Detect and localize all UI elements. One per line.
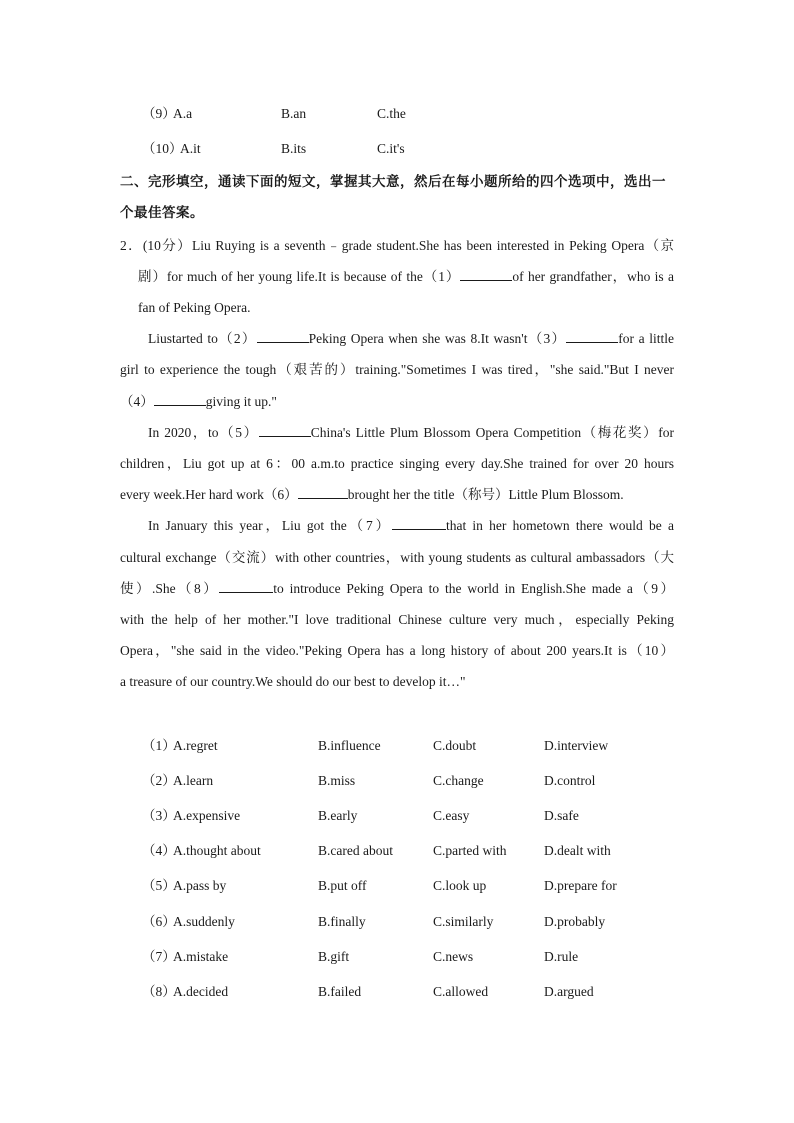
passage-line [148,516,674,536]
option-b: B.cared about [318,843,393,858]
option-b: B.finally [318,914,366,929]
passage-text: 使）.She（8） [120,581,220,596]
option-number: （9） [142,106,176,121]
option-d: D.dealt with [544,843,611,858]
section-heading-line: 二、完形填空，通读下面的短文，掌握其大意，然后在每小题所给的四个选项中，选出一 [120,174,666,190]
passage-line [148,423,674,443]
option-d: D.probably [544,914,606,929]
option-a: A.regret [173,738,218,753]
option-a: A.thought about [173,843,261,858]
answer-blank [257,329,309,343]
question-options-row [0,841,794,861]
option-number: （8） [142,984,176,999]
passage-text: （4） [120,394,154,409]
passage-text: every week.Her hard work（6） [120,487,298,502]
passage-line: Opera，"she said in the video."Peking Opera has a long history of about 200 years.It is（10） [120,643,674,658]
passage-text: giving it up." [205,394,277,409]
option-a: A.it [180,141,201,156]
option-c: C.easy [433,808,470,823]
option-number: （1） [142,738,176,753]
passage-text: Peking Opera when she was 8.It wasn't（3） [308,331,567,346]
passage-text: 剧）for much of her young life.It is because of the（1） [138,269,461,284]
question-options-row [0,771,794,791]
passage-line [138,267,674,287]
question-options-row [0,876,794,896]
option-d: D.safe [544,808,579,823]
question-options-row [0,912,794,932]
passage-line [148,329,674,349]
passage-text: Liustarted to（2） [148,331,257,346]
answer-blank [566,329,618,343]
option-b: B.gift [318,949,350,964]
option-c: C.allowed [433,984,489,999]
option-d: D.prepare for [544,878,617,893]
option-a: A.learn [173,773,214,788]
answer-blank [219,579,273,593]
option-b: B.an [281,106,307,121]
passage-text: In January this year，Liu got the（7） [148,518,392,533]
option-b: B.influence [318,738,381,753]
answer-blank [298,485,348,499]
option-d: D.interview [544,738,609,753]
option-d: D.control [544,773,596,788]
passage-line: children，Liu got up at 6：00 a.m.to practice singing every day.She trained for over 20 hours [120,456,674,471]
option-a: A.a [173,106,193,121]
option-c: C.parted with [433,843,507,858]
passage-line [120,392,277,412]
option-number: （4） [142,843,176,858]
passage-line: fan of Peking Opera. [138,300,251,315]
option-b: B.miss [318,773,356,788]
answer-blank [392,516,446,530]
answer-blank [259,423,311,437]
option-b: B.its [281,141,307,156]
passage-text: China's Little Plum Blossom Opera Competition（梅花奖）for [310,425,674,440]
passage-line: cultural exchange（交流）with other countries，with young students as cultural ambassadors（大 [120,550,674,565]
option-b: B.early [318,808,358,823]
passage-text: of her grandfather，who is a [512,269,674,284]
option-a: A.decided [173,984,229,999]
option-c: C.the [377,106,406,121]
option-number: （7） [142,949,176,964]
option-c: C.doubt [433,738,477,753]
question-options-row [0,806,794,826]
passage-line [120,579,674,599]
option-d: D.rule [544,949,579,964]
option-a: A.suddenly [173,914,235,929]
section-heading [120,167,680,229]
option-c: C.it's [377,141,405,156]
option-a: A.mistake [173,949,229,964]
option-number: （10） [142,141,183,156]
option-number: （3） [142,808,176,823]
option-c: C.look up [433,878,487,893]
passage-line [120,485,624,505]
option-c: C.news [433,949,474,964]
passage-line: 2．(10分）Liu Ruying is a seventh﹣grade student.She has been interested in Peking Opera（京 [120,238,674,253]
passage-line: a treasure of our country.We should do our best to develop it…" [120,674,466,689]
option-c: C.change [433,773,484,788]
option-number: （6） [142,914,176,929]
option-d: D.argued [544,984,594,999]
option-number: （2） [142,773,176,788]
option-number: （5） [142,878,176,893]
option-b: B.failed [318,984,362,999]
passage-text: brought her the title（称号）Little Plum Blossom. [347,487,624,502]
passage-text: In 2020，to（5） [148,425,259,440]
passage-line: girl to experience the tough（艰苦的）training."Sometimes I was tired，"she said."But I never [120,362,674,377]
passage-text: to introduce Peking Opera to the world in English.She made a（9） [273,581,675,596]
section-heading-line: 个最佳答案。 [120,205,204,221]
passage-text: for a little [618,331,674,346]
option-a: A.pass by [173,878,227,893]
question-options-row [0,736,794,756]
question-options-row [0,982,794,1002]
passage-line: with the help of her mother."I love traditional Chinese culture very much，especially Peking [120,612,674,627]
answer-blank [460,267,512,281]
answer-blank [154,392,206,406]
question-options-row [0,947,794,967]
question-options-row [0,104,794,124]
question-options-row [0,139,794,159]
option-b: B.put off [318,878,367,893]
passage-text: that in her hometown there would be a [445,518,674,533]
option-a: A.expensive [173,808,241,823]
option-c: C.similarly [433,914,494,929]
